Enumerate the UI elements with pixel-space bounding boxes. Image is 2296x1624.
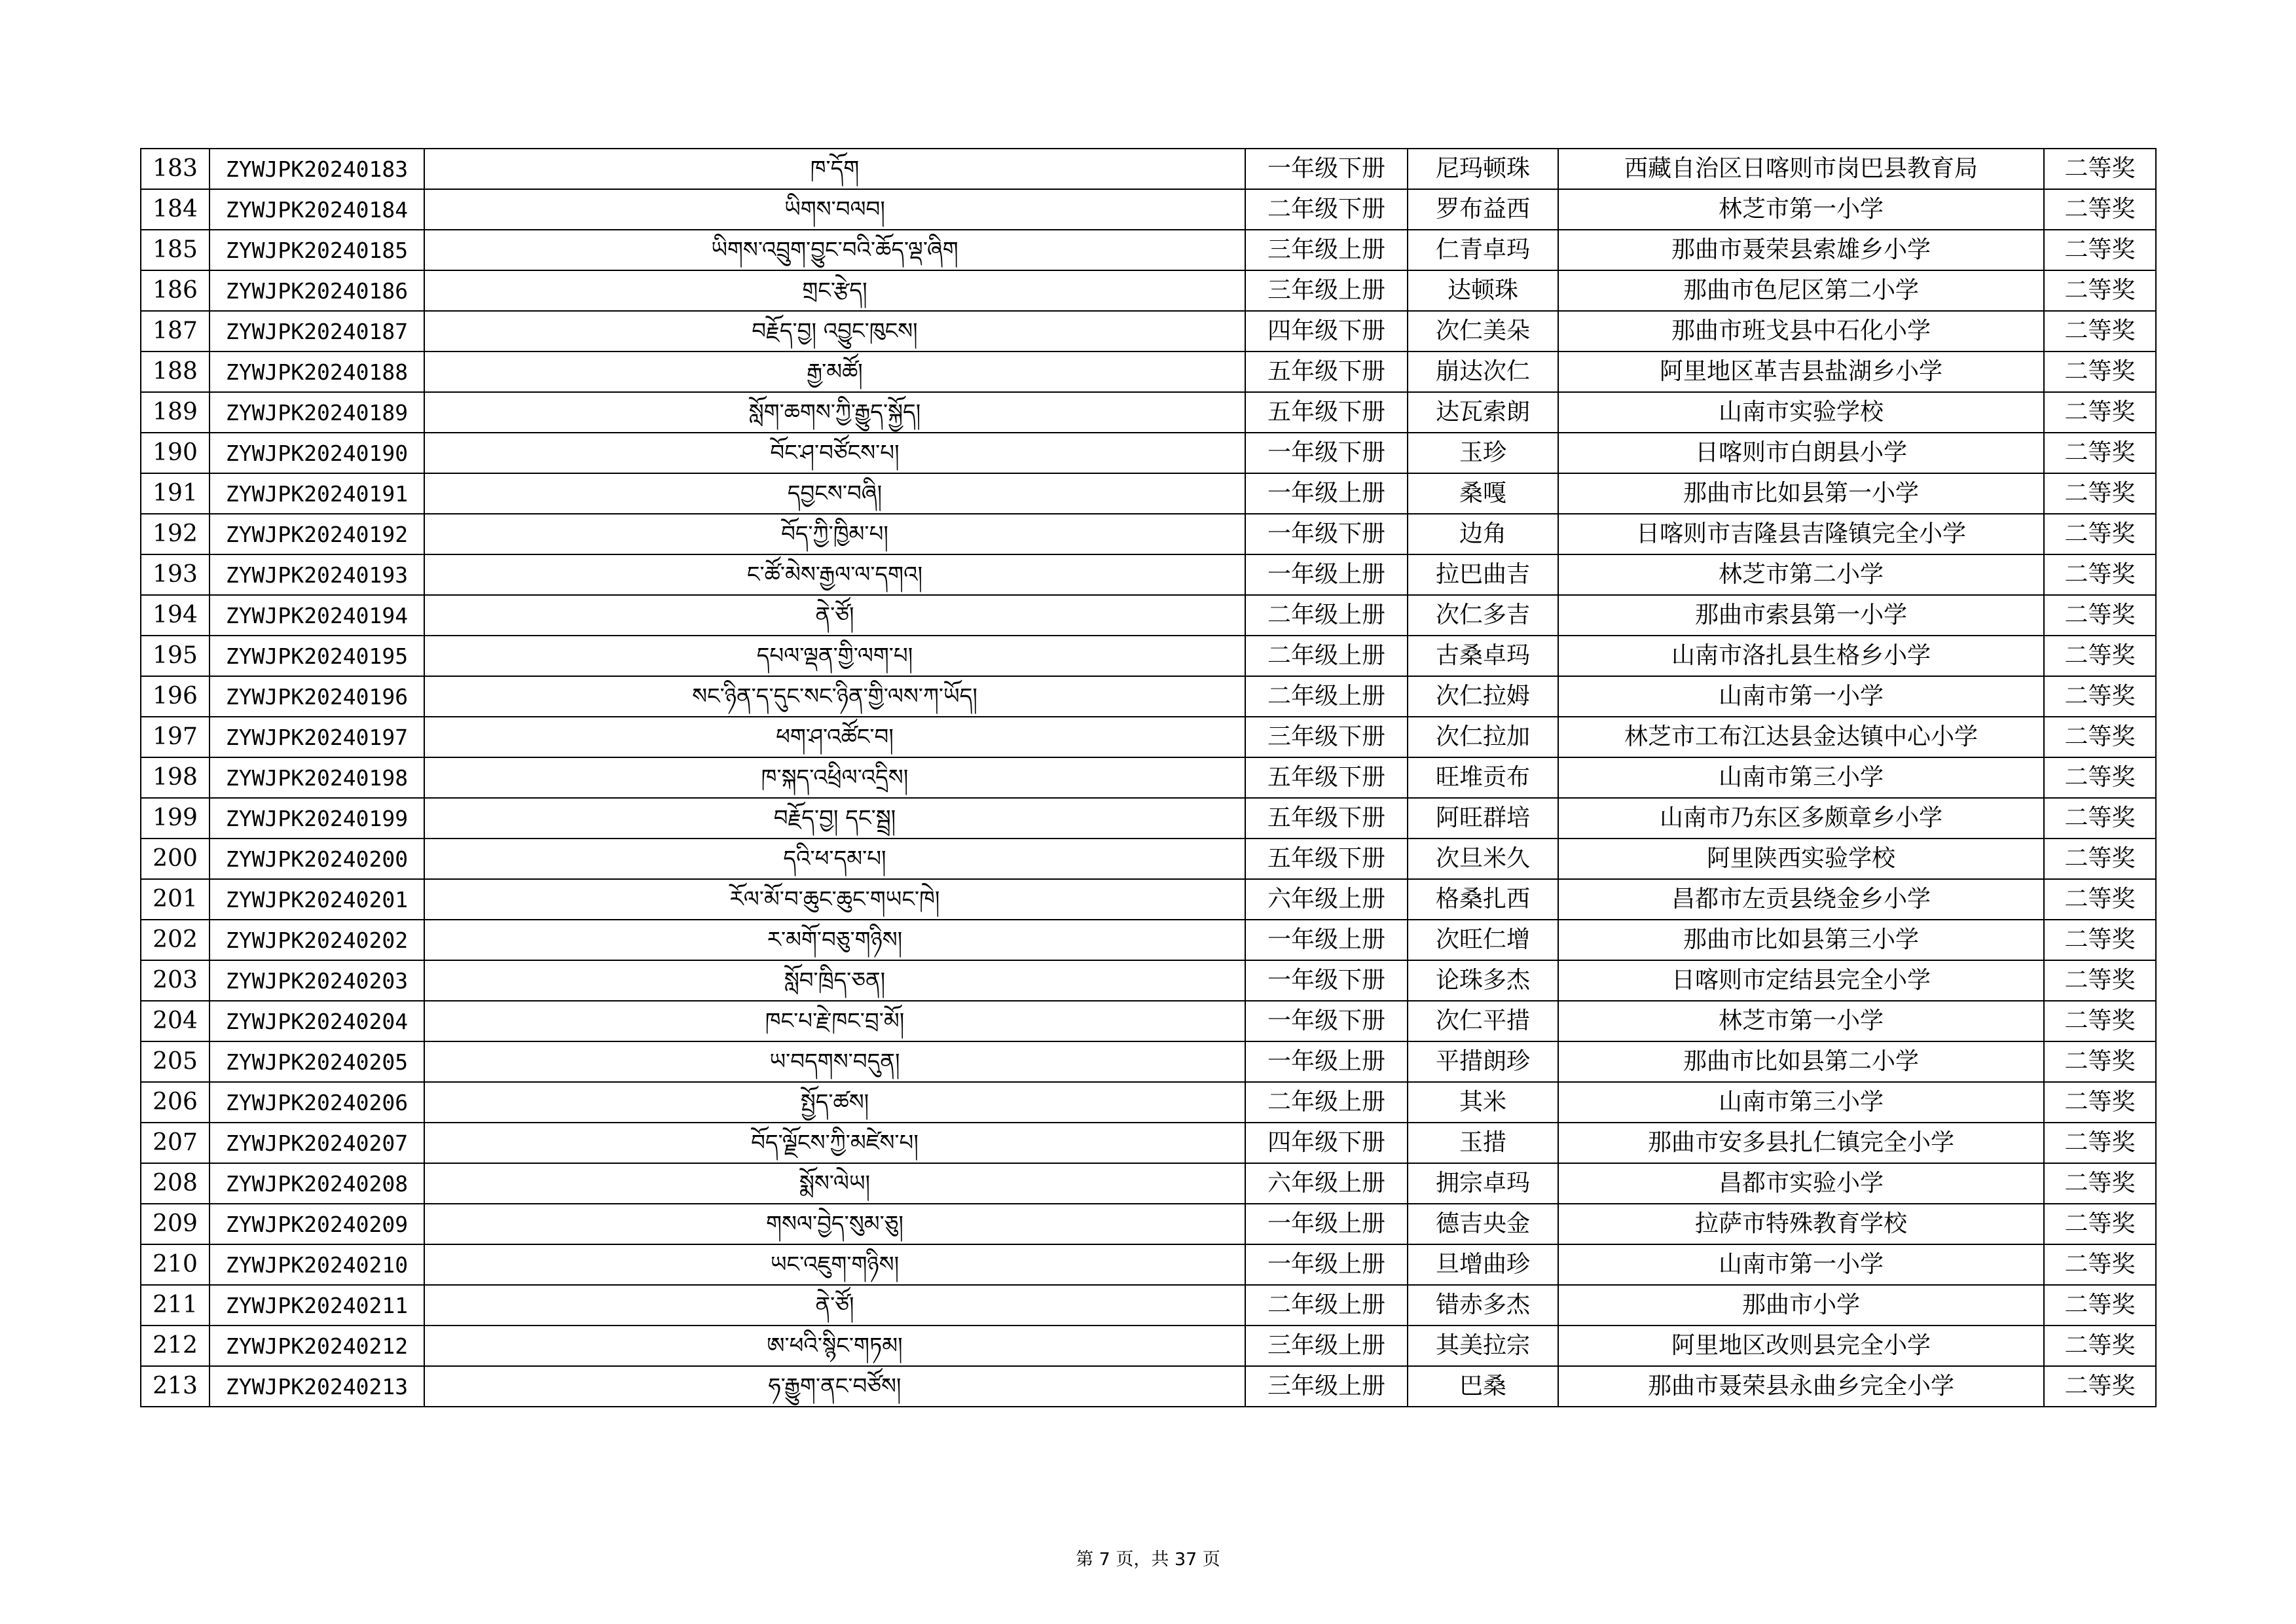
grade-volume-cell: 一年级上册	[1245, 473, 1408, 514]
entry-code-cell: ZYWJPK20240193	[210, 554, 424, 595]
school-name-cell: 那曲市色尼区第二小学	[1558, 270, 2044, 311]
grade-volume-cell: 一年级上册	[1245, 554, 1408, 595]
table-row	[141, 514, 2156, 554]
school-name-cell: 山南市实验学校	[1558, 392, 2044, 433]
table-row	[141, 1326, 2156, 1366]
award-level-cell: 二等奖	[2044, 230, 2156, 270]
table-row	[141, 636, 2156, 676]
table-row	[141, 189, 2156, 230]
grade-volume-cell: 五年级下册	[1245, 392, 1408, 433]
row-number-cell: 206	[141, 1082, 210, 1123]
row-number-cell: 204	[141, 1001, 210, 1041]
grade-volume-cell: 二年级上册	[1245, 1082, 1408, 1123]
teacher-name-cell: 次仁平措	[1408, 1001, 1558, 1041]
grade-volume-cell: 一年级下册	[1245, 514, 1408, 554]
award-level-cell: 二等奖	[2044, 514, 2156, 554]
row-number-cell: 209	[141, 1204, 210, 1244]
grade-volume-cell: 五年级下册	[1245, 757, 1408, 798]
grade-volume-cell: 二年级下册	[1245, 189, 1408, 230]
entry-code-cell: ZYWJPK20240197	[210, 717, 424, 757]
lesson-title-cell: སྨོས་ལེཡ།	[424, 1163, 1245, 1204]
entry-code-cell: ZYWJPK20240199	[210, 798, 424, 839]
row-number-cell: 208	[141, 1163, 210, 1204]
school-name-cell: 昌都市实验小学	[1558, 1163, 2044, 1204]
school-name-cell: 那曲市索县第一小学	[1558, 595, 2044, 636]
school-name-cell: 拉萨市特殊教育学校	[1558, 1204, 2044, 1244]
row-number-cell: 203	[141, 960, 210, 1001]
teacher-name-cell: 平措朗珍	[1408, 1041, 1558, 1082]
table-row	[141, 311, 2156, 352]
school-name-cell: 那曲市比如县第一小学	[1558, 473, 2044, 514]
award-level-cell: 二等奖	[2044, 1326, 2156, 1366]
lesson-title-cell: དའི་ཕ་དམ་པ།	[424, 839, 1245, 879]
page-footer: 第 7 页，共 37 页	[1076, 1549, 1220, 1570]
teacher-name-cell: 拥宗卓玛	[1408, 1163, 1558, 1204]
school-name-cell: 那曲市比如县第二小学	[1558, 1041, 2044, 1082]
school-name-cell: 林芝市工布江达县金达镇中心小学	[1558, 717, 2044, 757]
award-level-cell: 二等奖	[2044, 879, 2156, 920]
school-name-cell: 林芝市第二小学	[1558, 554, 2044, 595]
entry-code-cell: ZYWJPK20240196	[210, 676, 424, 717]
grade-volume-cell: 三年级上册	[1245, 1366, 1408, 1407]
teacher-name-cell: 尼玛顿珠	[1408, 149, 1558, 189]
results-table	[140, 148, 2157, 1407]
grade-volume-cell: 五年级下册	[1245, 798, 1408, 839]
grade-volume-cell: 三年级上册	[1245, 230, 1408, 270]
table-row	[141, 1285, 2156, 1326]
teacher-name-cell: 格桑扎西	[1408, 879, 1558, 920]
lesson-title-cell: ཡིགས་འབྲུག་བྱུང་བའི་ཆོད་ལྡ་ཞིག	[424, 230, 1245, 270]
table-row	[141, 757, 2156, 798]
row-number-cell: 184	[141, 189, 210, 230]
lesson-title-cell: ཁ་དོག	[424, 149, 1245, 189]
lesson-title-cell: དབྱངས་བཞི།	[424, 473, 1245, 514]
lesson-title-cell: ཁ་སྐད་འཕྲིལ་འདྲིས།	[424, 757, 1245, 798]
entry-code-cell: ZYWJPK20240212	[210, 1326, 424, 1366]
award-level-cell: 二等奖	[2044, 473, 2156, 514]
award-level-cell: 二等奖	[2044, 1244, 2156, 1285]
grade-volume-cell: 二年级上册	[1245, 636, 1408, 676]
table-row	[141, 717, 2156, 757]
lesson-title-cell: བོད་ཀྱི་ཁྱིམ་པ།	[424, 514, 1245, 554]
grade-volume-cell: 二年级上册	[1245, 1285, 1408, 1326]
row-number-cell: 186	[141, 270, 210, 311]
table-row	[141, 676, 2156, 717]
school-name-cell: 那曲市聂荣县索雄乡小学	[1558, 230, 2044, 270]
lesson-title-cell: སང་ཉིན་ད་དུང་སང་ཉིན་གྱི་ལས་ཀ་ཡོད།	[424, 676, 1245, 717]
teacher-name-cell: 次仁拉姆	[1408, 676, 1558, 717]
table-row	[141, 1001, 2156, 1041]
entry-code-cell: ZYWJPK20240208	[210, 1163, 424, 1204]
award-level-cell: 二等奖	[2044, 1285, 2156, 1326]
award-level-cell: 二等奖	[2044, 798, 2156, 839]
lesson-title-cell: ཧ་རྒྱུག་ནང་བཙོས།	[424, 1366, 1245, 1407]
school-name-cell: 西藏自治区日喀则市岗巴县教育局	[1558, 149, 2044, 189]
row-number-cell: 200	[141, 839, 210, 879]
school-name-cell: 昌都市左贡县绕金乡小学	[1558, 879, 2044, 920]
entry-code-cell: ZYWJPK20240195	[210, 636, 424, 676]
school-name-cell: 山南市第三小学	[1558, 757, 2044, 798]
award-level-cell: 二等奖	[2044, 757, 2156, 798]
lesson-title-cell: བོད་ལྗོངས་ཀྱི་མཛེས་པ།	[424, 1123, 1245, 1163]
row-number-cell: 199	[141, 798, 210, 839]
award-level-cell: 二等奖	[2044, 433, 2156, 473]
table-row	[141, 595, 2156, 636]
teacher-name-cell: 次仁美朵	[1408, 311, 1558, 352]
lesson-title-cell: ཡ་བདགས་བདུན།	[424, 1041, 1245, 1082]
grade-volume-cell: 一年级下册	[1245, 960, 1408, 1001]
school-name-cell: 阿里地区改则县完全小学	[1558, 1326, 2044, 1366]
entry-code-cell: ZYWJPK20240190	[210, 433, 424, 473]
award-level-cell: 二等奖	[2044, 270, 2156, 311]
teacher-name-cell: 达瓦索朗	[1408, 392, 1558, 433]
lesson-title-cell: ཨ་ཕའི་སྙིང་གཏམ།	[424, 1326, 1245, 1366]
entry-code-cell: ZYWJPK20240201	[210, 879, 424, 920]
award-level-cell: 二等奖	[2044, 311, 2156, 352]
table-row	[141, 352, 2156, 392]
lesson-title-cell: སྤྱོད་ཚས།	[424, 1082, 1245, 1123]
table-row	[141, 433, 2156, 473]
school-name-cell: 山南市洛扎县生格乡小学	[1558, 636, 2044, 676]
grade-volume-cell: 三年级上册	[1245, 1326, 1408, 1366]
award-level-cell: 二等奖	[2044, 189, 2156, 230]
school-name-cell: 日喀则市吉隆县吉隆镇完全小学	[1558, 514, 2044, 554]
teacher-name-cell: 德吉央金	[1408, 1204, 1558, 1244]
table-row	[141, 839, 2156, 879]
teacher-name-cell: 旦增曲珍	[1408, 1244, 1558, 1285]
teacher-name-cell: 玉珍	[1408, 433, 1558, 473]
school-name-cell: 那曲市安多县扎仁镇完全小学	[1558, 1123, 2044, 1163]
teacher-name-cell: 古桑卓玛	[1408, 636, 1558, 676]
award-level-cell: 二等奖	[2044, 352, 2156, 392]
lesson-title-cell: ཡང་འཇུག་གཉིས།	[424, 1244, 1245, 1285]
lesson-title-cell: བོང་ཤ་བཙོངས་པ།	[424, 433, 1245, 473]
award-level-cell: 二等奖	[2044, 1163, 2156, 1204]
award-level-cell: 二等奖	[2044, 1001, 2156, 1041]
grade-volume-cell: 一年级下册	[1245, 149, 1408, 189]
grade-volume-cell: 四年级下册	[1245, 311, 1408, 352]
entry-code-cell: ZYWJPK20240188	[210, 352, 424, 392]
teacher-name-cell: 次旺仁增	[1408, 920, 1558, 960]
entry-code-cell: ZYWJPK20240206	[210, 1082, 424, 1123]
table-row	[141, 270, 2156, 311]
entry-code-cell: ZYWJPK20240209	[210, 1204, 424, 1244]
school-name-cell: 日喀则市定结县完全小学	[1558, 960, 2044, 1001]
row-number-cell: 188	[141, 352, 210, 392]
award-level-cell: 二等奖	[2044, 149, 2156, 189]
row-number-cell: 205	[141, 1041, 210, 1082]
row-number-cell: 189	[141, 392, 210, 433]
row-number-cell: 211	[141, 1285, 210, 1326]
award-level-cell: 二等奖	[2044, 1123, 2156, 1163]
school-name-cell: 山南市乃东区多颇章乡小学	[1558, 798, 2044, 839]
row-number-cell: 183	[141, 149, 210, 189]
grade-volume-cell: 一年级下册	[1245, 1001, 1408, 1041]
table-row	[141, 879, 2156, 920]
grade-volume-cell: 六年级上册	[1245, 1163, 1408, 1204]
grade-volume-cell: 四年级下册	[1245, 1123, 1408, 1163]
lesson-title-cell: གྲང་རྩེད།	[424, 270, 1245, 311]
lesson-title-cell: རོལ་མོ་བ་ཆུང་ཆུང་གཡང་ཁེ།	[424, 879, 1245, 920]
school-name-cell: 那曲市小学	[1558, 1285, 2044, 1326]
entry-code-cell: ZYWJPK20240198	[210, 757, 424, 798]
teacher-name-cell: 次仁拉加	[1408, 717, 1558, 757]
school-name-cell: 日喀则市白朗县小学	[1558, 433, 2044, 473]
grade-volume-cell: 一年级上册	[1245, 1204, 1408, 1244]
teacher-name-cell: 次仁多吉	[1408, 595, 1558, 636]
teacher-name-cell: 仁青卓玛	[1408, 230, 1558, 270]
row-number-cell: 210	[141, 1244, 210, 1285]
school-name-cell: 那曲市比如县第三小学	[1558, 920, 2044, 960]
table-row	[141, 230, 2156, 270]
row-number-cell: 190	[141, 433, 210, 473]
lesson-title-cell: བརྗོད་བྱ། དང་སྦྲ།	[424, 798, 1245, 839]
entry-code-cell: ZYWJPK20240205	[210, 1041, 424, 1082]
award-level-cell: 二等奖	[2044, 1041, 2156, 1082]
grade-volume-cell: 二年级上册	[1245, 595, 1408, 636]
row-number-cell: 196	[141, 676, 210, 717]
school-name-cell: 林芝市第一小学	[1558, 189, 2044, 230]
grade-volume-cell: 一年级下册	[1245, 433, 1408, 473]
award-level-cell: 二等奖	[2044, 839, 2156, 879]
teacher-name-cell: 拉巴曲吉	[1408, 554, 1558, 595]
table-row	[141, 1163, 2156, 1204]
award-level-cell: 二等奖	[2044, 595, 2156, 636]
grade-volume-cell: 三年级上册	[1245, 270, 1408, 311]
school-name-cell: 山南市第三小学	[1558, 1082, 2044, 1123]
teacher-name-cell: 其米	[1408, 1082, 1558, 1123]
entry-code-cell: ZYWJPK20240192	[210, 514, 424, 554]
teacher-name-cell: 论珠多杰	[1408, 960, 1558, 1001]
row-number-cell: 212	[141, 1326, 210, 1366]
entry-code-cell: ZYWJPK20240185	[210, 230, 424, 270]
table-row	[141, 1123, 2156, 1163]
teacher-name-cell: 错赤多杰	[1408, 1285, 1558, 1326]
row-number-cell: 207	[141, 1123, 210, 1163]
lesson-title-cell: སློག་ཆགས་ཀྱི་རྒྱུད་སྐྱོད།	[424, 392, 1245, 433]
teacher-name-cell: 崩达次仁	[1408, 352, 1558, 392]
row-number-cell: 187	[141, 311, 210, 352]
entry-code-cell: ZYWJPK20240207	[210, 1123, 424, 1163]
table-row	[141, 960, 2156, 1001]
entry-code-cell: ZYWJPK20240211	[210, 1285, 424, 1326]
teacher-name-cell: 巴桑	[1408, 1366, 1558, 1407]
teacher-name-cell: 玉措	[1408, 1123, 1558, 1163]
row-number-cell: 198	[141, 757, 210, 798]
row-number-cell: 194	[141, 595, 210, 636]
entry-code-cell: ZYWJPK20240191	[210, 473, 424, 514]
award-level-cell: 二等奖	[2044, 717, 2156, 757]
award-level-cell: 二等奖	[2044, 960, 2156, 1001]
entry-code-cell: ZYWJPK20240210	[210, 1244, 424, 1285]
grade-volume-cell: 五年级下册	[1245, 352, 1408, 392]
lesson-title-cell: རྒྱ་མཚོ།	[424, 352, 1245, 392]
row-number-cell: 195	[141, 636, 210, 676]
table-row	[141, 392, 2156, 433]
school-name-cell: 林芝市第一小学	[1558, 1001, 2044, 1041]
table-row	[141, 149, 2156, 189]
entry-code-cell: ZYWJPK20240183	[210, 149, 424, 189]
lesson-title-cell: ཡིགས་བལབ།	[424, 189, 1245, 230]
table-row	[141, 1366, 2156, 1407]
row-number-cell: 213	[141, 1366, 210, 1407]
grade-volume-cell: 六年级上册	[1245, 879, 1408, 920]
lesson-title-cell: བརྗོད་བྱ། འབྱུང་ཁུངས།	[424, 311, 1245, 352]
row-number-cell: 185	[141, 230, 210, 270]
entry-code-cell: ZYWJPK20240204	[210, 1001, 424, 1041]
table-row	[141, 920, 2156, 960]
award-level-cell: 二等奖	[2044, 1082, 2156, 1123]
award-level-cell: 二等奖	[2044, 1366, 2156, 1407]
table-row	[141, 1082, 2156, 1123]
row-number-cell: 201	[141, 879, 210, 920]
row-number-cell: 202	[141, 920, 210, 960]
award-level-cell: 二等奖	[2044, 1204, 2156, 1244]
teacher-name-cell: 达顿珠	[1408, 270, 1558, 311]
teacher-name-cell: 边角	[1408, 514, 1558, 554]
lesson-title-cell: སློབ་ཁྲིད་ཅན།	[424, 960, 1245, 1001]
teacher-name-cell: 阿旺群培	[1408, 798, 1558, 839]
lesson-title-cell: དཔལ་ལྡན་གྱི་ལག་པ།	[424, 636, 1245, 676]
row-number-cell: 193	[141, 554, 210, 595]
teacher-name-cell: 罗布益西	[1408, 189, 1558, 230]
school-name-cell: 山南市第一小学	[1558, 1244, 2044, 1285]
award-level-cell: 二等奖	[2044, 920, 2156, 960]
grade-volume-cell: 一年级上册	[1245, 920, 1408, 960]
entry-code-cell: ZYWJPK20240186	[210, 270, 424, 311]
school-name-cell: 那曲市聂荣县永曲乡完全小学	[1558, 1366, 2044, 1407]
grade-volume-cell: 二年级上册	[1245, 676, 1408, 717]
entry-code-cell: ZYWJPK20240194	[210, 595, 424, 636]
grade-volume-cell: 三年级下册	[1245, 717, 1408, 757]
grade-volume-cell: 一年级上册	[1245, 1244, 1408, 1285]
award-level-cell: 二等奖	[2044, 392, 2156, 433]
lesson-title-cell: ཁང་པ་རྗེ་ཁང་བྲ་མོ།	[424, 1001, 1245, 1041]
school-name-cell: 阿里陕西实验学校	[1558, 839, 2044, 879]
grade-volume-cell: 五年级下册	[1245, 839, 1408, 879]
entry-code-cell: ZYWJPK20240187	[210, 311, 424, 352]
lesson-title-cell: ང་ཚོ་མེས་རྒྱལ་ལ་དགའ།	[424, 554, 1245, 595]
lesson-title-cell: ཕག་ཤ་འཚོང་བ།	[424, 717, 1245, 757]
table-row	[141, 798, 2156, 839]
teacher-name-cell: 次旦米久	[1408, 839, 1558, 879]
row-number-cell: 192	[141, 514, 210, 554]
entry-code-cell: ZYWJPK20240202	[210, 920, 424, 960]
row-number-cell: 197	[141, 717, 210, 757]
lesson-title-cell: ར་མགོ་བཅུ་གཉིས།	[424, 920, 1245, 960]
entry-code-cell: ZYWJPK20240213	[210, 1366, 424, 1407]
table-row	[141, 1204, 2156, 1244]
teacher-name-cell: 桑嘎	[1408, 473, 1558, 514]
entry-code-cell: ZYWJPK20240184	[210, 189, 424, 230]
entry-code-cell: ZYWJPK20240203	[210, 960, 424, 1001]
table-body	[141, 149, 2156, 1407]
lesson-title-cell: ནེ་ཙོ།	[424, 595, 1245, 636]
table-row	[141, 1244, 2156, 1285]
teacher-name-cell: 其美拉宗	[1408, 1326, 1558, 1366]
lesson-title-cell: ནེ་ཙོ།	[424, 1285, 1245, 1326]
teacher-name-cell: 旺堆贡布	[1408, 757, 1558, 798]
table-row	[141, 473, 2156, 514]
entry-code-cell: ZYWJPK20240200	[210, 839, 424, 879]
grade-volume-cell: 一年级上册	[1245, 1041, 1408, 1082]
table-row	[141, 554, 2156, 595]
entry-code-cell: ZYWJPK20240189	[210, 392, 424, 433]
award-level-cell: 二等奖	[2044, 554, 2156, 595]
award-level-cell: 二等奖	[2044, 676, 2156, 717]
school-name-cell: 阿里地区革吉县盐湖乡小学	[1558, 352, 2044, 392]
table-row	[141, 1041, 2156, 1082]
school-name-cell: 山南市第一小学	[1558, 676, 2044, 717]
school-name-cell: 那曲市班戈县中石化小学	[1558, 311, 2044, 352]
lesson-title-cell: གསལ་བྱེད་སུམ་ཅུ།	[424, 1204, 1245, 1244]
row-number-cell: 191	[141, 473, 210, 514]
award-level-cell: 二等奖	[2044, 636, 2156, 676]
